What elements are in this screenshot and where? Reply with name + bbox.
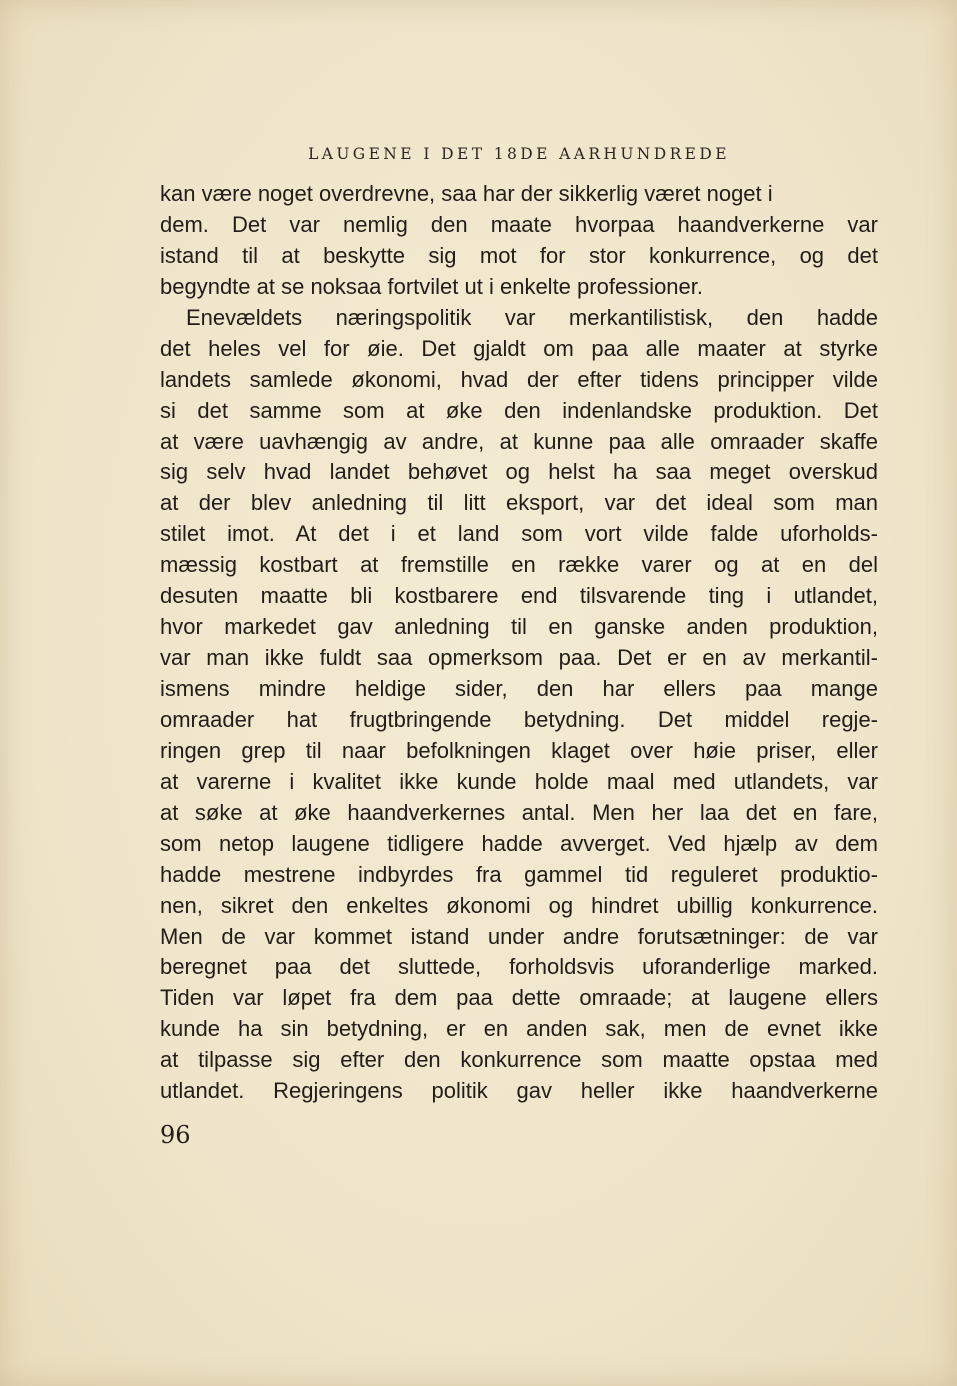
text-line: utlandet. Regjeringens politik gav heller ikke haandverkerne <box>160 1078 878 1104</box>
text-line: stilet imot. At det i et land som vort vilde falde uforholds- <box>160 521 878 547</box>
text-line: at varerne i kvalitet ikke kunde holde maal med utlandets, var <box>160 768 878 794</box>
text-line: hvor markedet gav anledning til en ganske anden produktion, <box>160 614 878 640</box>
page-number: 96 <box>160 1121 191 1149</box>
text-line: nen, sikret den enkeltes økonomi og hindret ubillig konkurrence. <box>160 892 878 918</box>
text-line: Tiden var løpet fra dem paa dette omraade; at laugene ellers <box>160 985 878 1011</box>
text-line: at tilpasse sig efter den konkurrence som maatte opstaa med <box>160 1047 878 1073</box>
running-head: LAUGENE I DET 18DE AARHUNDREDE <box>308 145 730 163</box>
text-line: desuten maatte bli kostbarere end tilsvarende ting i utlandet, <box>160 583 878 609</box>
text-line: at søke at øke haandverkernes antal. Men her laa det en fare, <box>160 799 878 825</box>
body-text <box>160 179 878 1107</box>
text-line: begyndte at se noksaa fortvilet ut i enkelte professioner. <box>160 273 703 299</box>
text-line: ismens mindre heldige sider, den har ellers paa mange <box>160 676 878 701</box>
text-line: var man ikke fuldt saa opmerksom paa. Det er en av merkantil- <box>160 645 878 671</box>
text-line: omraader hat frugtbringende betydning. Det middel regje- <box>160 706 878 732</box>
text-line: mæssig kostbart at fremstille en række varer og at en del <box>160 552 878 578</box>
text-line: kunde ha sin betydning, er en anden sak, men de evnet ikke <box>160 1016 878 1042</box>
text-line: det heles vel for øie. Det gjaldt om paa alle maater at styrke <box>160 335 878 361</box>
text-line: si det samme som at øke den indenlandske produktion. Det <box>160 397 878 423</box>
text-line: Men de var kommet istand under andre forutsætninger: de var <box>160 923 878 949</box>
text-line: kan være noget overdrevne, saa har der sikkerlig været noget i <box>160 181 773 206</box>
text-line: dem. Det var nemlig den maate hvorpaa haandverkerne var <box>160 211 878 237</box>
text-line: at være uavhængig av andre, at kunne paa alle omraader skaffe <box>160 428 878 454</box>
text-line: istand til at beskytte sig mot for stor konkurrence, og det <box>160 242 878 268</box>
text-line: Enevældets næringspolitik var merkantilistisk, den hadde <box>186 304 878 330</box>
text-line: at der blev anledning til litt eksport, var det ideal som man <box>160 490 878 516</box>
text-line: ringen grep til naar befolkningen klaget over høie priser, eller <box>160 737 878 763</box>
text-line: sig selv hvad landet behøvet og helst ha saa meget overskud <box>160 459 878 485</box>
text-line: beregnet paa det sluttede, forholdsvis uforanderlige marked. <box>160 954 878 980</box>
text-line: hadde mestrene indbyrdes fra gammel tid reguleret produktio- <box>160 861 878 887</box>
text-line: landets samlede økonomi, hvad der efter tidens principper vilde <box>160 366 878 392</box>
text-line: som netop laugene tidligere hadde avverget. Ved hjælp av dem <box>160 830 878 856</box>
